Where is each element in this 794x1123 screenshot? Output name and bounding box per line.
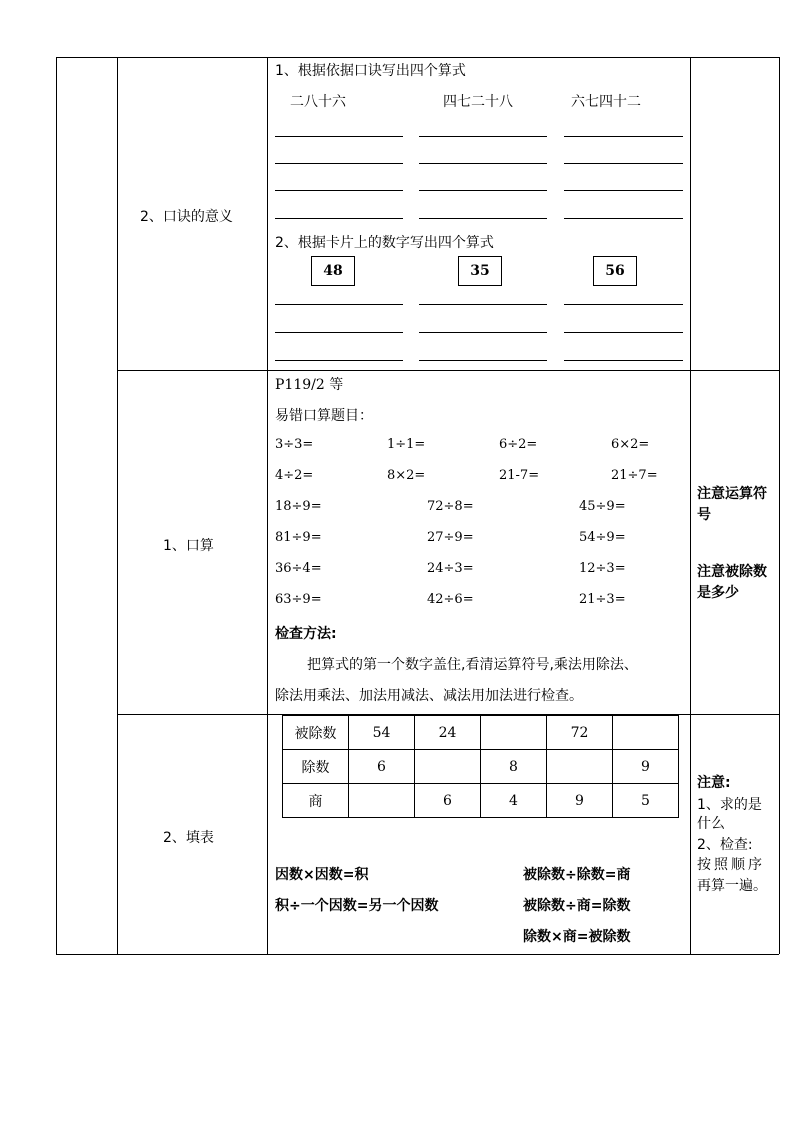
formula-factor-product: 因数×因数=积: [275, 867, 369, 883]
calc-item: 3÷3=: [275, 437, 314, 452]
note-line: 再算一遍。: [697, 878, 767, 894]
formula-divisor-quotient: 除数×商=被除数: [523, 929, 631, 945]
mnemonic-1: 二八十六: [290, 94, 346, 110]
table-border-top: [56, 57, 779, 58]
table-cell: 9: [547, 784, 613, 818]
note-dividend: 注意被除数是多少: [697, 564, 767, 601]
row-label-mnemonic-meaning: 2、口诀的意义: [140, 209, 233, 225]
mnemonic-2: 四七二十八: [443, 94, 513, 110]
table-cell[interactable]: [415, 750, 481, 784]
table-cell: 8: [481, 750, 547, 784]
note-line: 2、检查:: [697, 837, 753, 853]
number-card: 56: [593, 256, 637, 286]
calc-item: 21-7=: [499, 468, 540, 483]
table-cell: 9: [613, 750, 679, 784]
page-reference: P119/2 等: [275, 377, 344, 393]
calc-item: 81÷9=: [275, 530, 322, 545]
table-cell: 6: [415, 784, 481, 818]
calc-item: 27÷9=: [427, 530, 474, 545]
table-cell: 4: [481, 784, 547, 818]
row-label-fill-table: 2、填表: [163, 830, 214, 846]
answer-blank[interactable]: [564, 218, 683, 219]
column-divider-1: [117, 57, 118, 954]
calc-item: 54÷9=: [579, 530, 626, 545]
calc-item: 6÷2=: [499, 437, 538, 452]
error-prone-subtitle: 易错口算题目：: [275, 408, 373, 424]
calc-item: 4÷2=: [275, 468, 314, 483]
table-header-cell: 商: [283, 784, 349, 818]
note-operation-symbol: 注意运算符号: [697, 486, 767, 523]
calc-item: 8×2=: [387, 468, 426, 483]
answer-blank[interactable]: [275, 190, 403, 191]
calc-item: 21÷7=: [611, 468, 658, 483]
note-title: 注意:: [697, 775, 731, 791]
table-cell: 5: [613, 784, 679, 818]
calc-item: 63÷9=: [275, 592, 322, 607]
calc-item: 36÷4=: [275, 561, 322, 576]
number-card: 35: [458, 256, 502, 286]
check-method-title: 检查方法:: [275, 626, 337, 642]
table-row: [283, 716, 679, 750]
answer-blank[interactable]: [419, 304, 547, 305]
answer-blank[interactable]: [564, 304, 683, 305]
answer-blank[interactable]: [275, 332, 403, 333]
answer-blank[interactable]: [564, 136, 683, 137]
answer-blank[interactable]: [419, 190, 547, 191]
answer-blank[interactable]: [275, 136, 403, 137]
note-line: 什么: [697, 816, 725, 832]
formula-dividend-divisor: 被除数÷除数=商: [523, 867, 631, 883]
note-line: 1、求的是: [697, 797, 762, 813]
table-cell: 6: [349, 750, 415, 784]
note-line: 按照顺序: [697, 857, 765, 873]
calc-item: 42÷6=: [427, 592, 474, 607]
table-cell[interactable]: [613, 716, 679, 750]
calc-item: 12÷3=: [579, 561, 626, 576]
answer-blank[interactable]: [419, 218, 547, 219]
calc-item: 24÷3=: [427, 561, 474, 576]
table-cell[interactable]: [547, 750, 613, 784]
calc-item: 45÷9=: [579, 499, 626, 514]
row-label-mental-arithmetic: 1、口算: [163, 538, 214, 554]
table-row: [283, 784, 679, 818]
number-card: 48: [311, 256, 355, 286]
calc-item: 21÷3=: [579, 592, 626, 607]
calc-item: 72÷8=: [427, 499, 474, 514]
table-row: [283, 750, 679, 784]
table-cell[interactable]: [349, 784, 415, 818]
answer-blank[interactable]: [419, 332, 547, 333]
calc-item: 18÷9=: [275, 499, 322, 514]
calc-item: 1÷1=: [387, 437, 426, 452]
formula-dividend-quotient: 被除数÷商=除数: [523, 898, 631, 914]
answer-blank[interactable]: [275, 304, 403, 305]
answer-blank[interactable]: [275, 218, 403, 219]
table-border-right: [779, 57, 780, 954]
table-cell: 54: [349, 716, 415, 750]
table-border-bottom: [56, 954, 779, 955]
answer-blank[interactable]: [419, 136, 547, 137]
table-header-cell: 被除数: [283, 716, 349, 750]
answer-blank[interactable]: [419, 163, 547, 164]
task2-title: 2、根据卡片上的数字写出四个算式: [275, 235, 494, 251]
table-border-left: [56, 57, 57, 954]
column-divider-3: [690, 57, 691, 954]
table-cell: 24: [415, 716, 481, 750]
answer-blank[interactable]: [564, 190, 683, 191]
table-cell[interactable]: [481, 716, 547, 750]
answer-blank[interactable]: [419, 360, 547, 361]
answer-blank[interactable]: [275, 360, 403, 361]
check-method-line-2: 除法用乘法、加法用减法、减法用加法进行检查。: [275, 688, 583, 704]
calc-item: 6×2=: [611, 437, 650, 452]
division-fill-table: [282, 715, 679, 818]
check-method-line-1: 把算式的第一个数字盖住,看清运算符号,乘法用除法、: [307, 657, 638, 673]
table-cell: 72: [547, 716, 613, 750]
table-header-cell: 除数: [283, 750, 349, 784]
answer-blank[interactable]: [275, 163, 403, 164]
column-divider-2: [267, 57, 268, 954]
answer-blank[interactable]: [564, 163, 683, 164]
mnemonic-3: 六七四十二: [571, 94, 641, 110]
task1-title: 1、根据依据口诀写出四个算式: [275, 63, 466, 79]
formula-product-factor: 积÷一个因数=另一个因数: [275, 898, 439, 914]
answer-blank[interactable]: [564, 332, 683, 333]
answer-blank[interactable]: [564, 360, 683, 361]
row-divider-1: [117, 370, 779, 371]
